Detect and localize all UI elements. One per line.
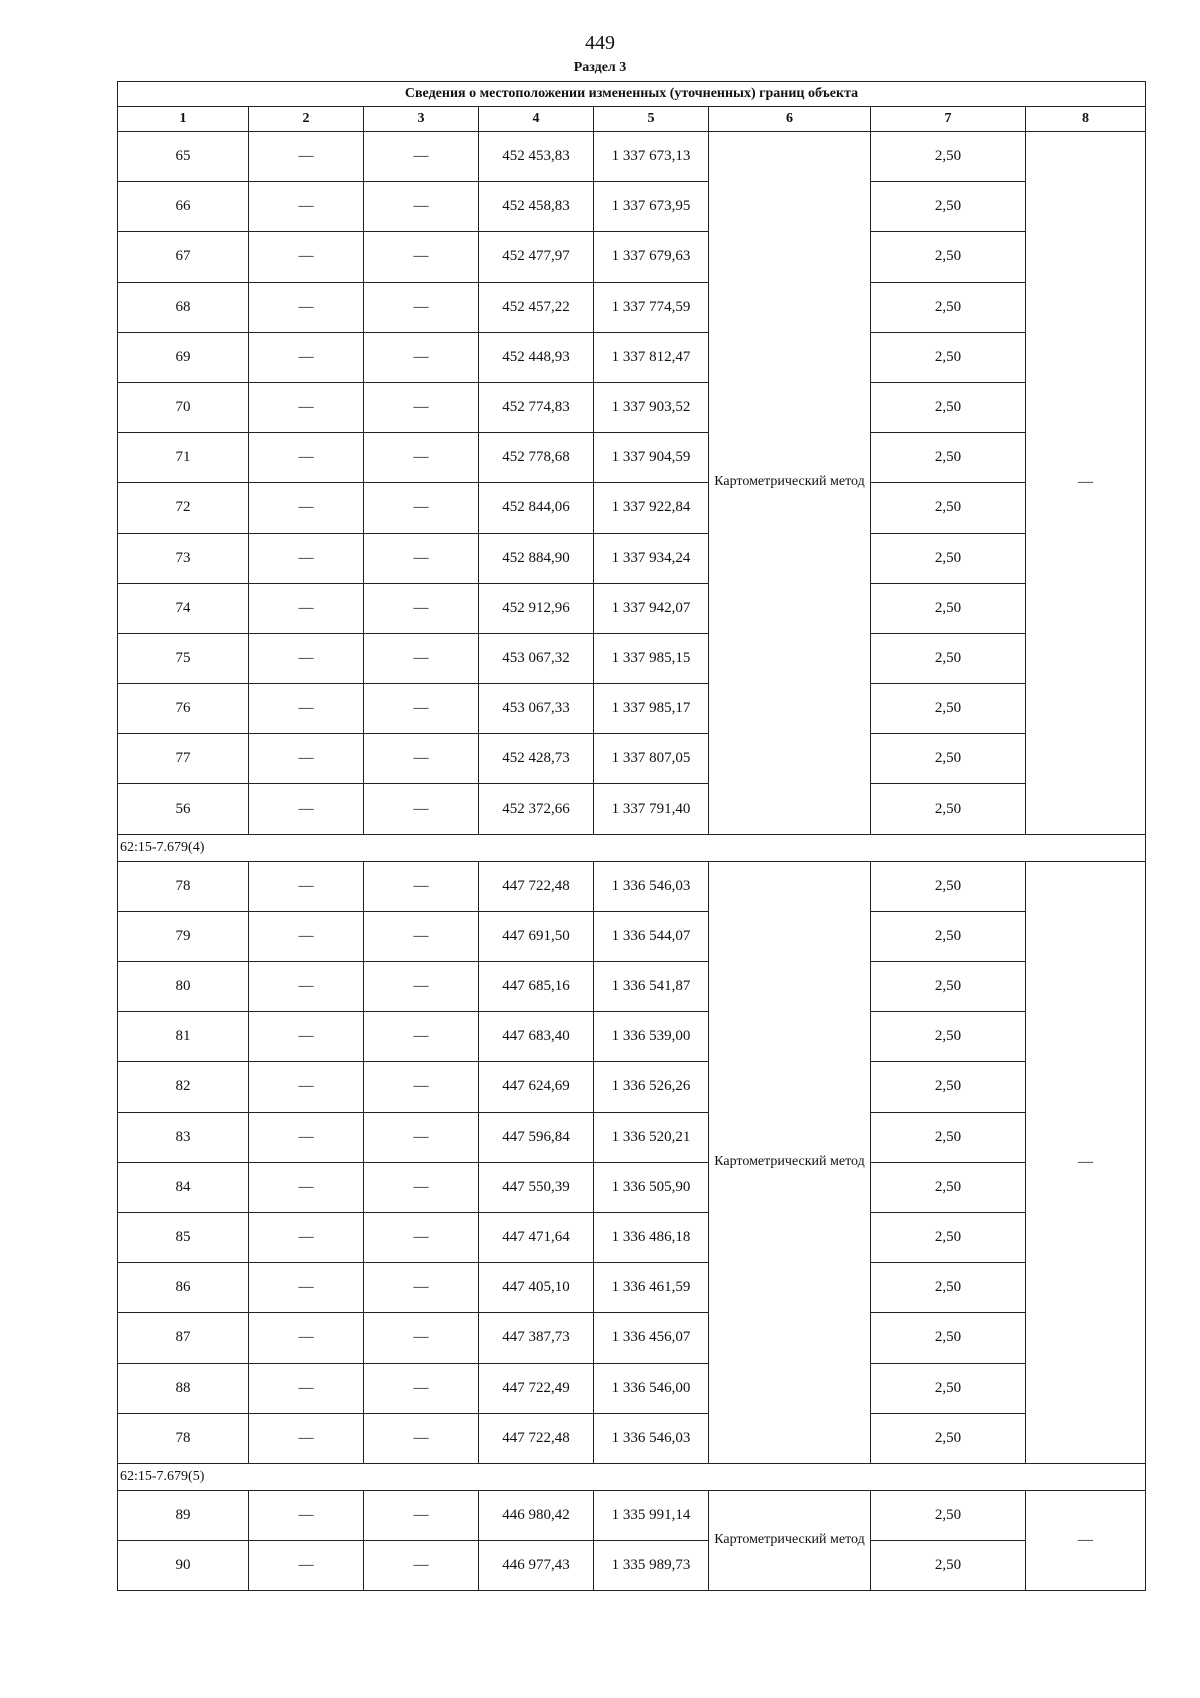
table-row	[118, 182, 1146, 232]
point-number: 84	[118, 1162, 249, 1212]
col2-value: —	[249, 1112, 364, 1162]
coordinate-x: 447 596,84	[479, 1112, 594, 1162]
col3-value: —	[364, 332, 479, 382]
accuracy-value: 2,50	[871, 1363, 1026, 1413]
column-header: 7	[871, 107, 1026, 132]
column-header: 3	[364, 107, 479, 132]
coordinate-y: 1 337 922,84	[594, 483, 709, 533]
coordinate-x: 452 372,66	[479, 784, 594, 834]
point-number: 87	[118, 1313, 249, 1363]
table-row	[118, 861, 1146, 911]
accuracy-value: 2,50	[871, 1263, 1026, 1313]
point-number: 85	[118, 1212, 249, 1262]
accuracy-value: 2,50	[871, 784, 1026, 834]
coordinate-y: 1 337 903,52	[594, 382, 709, 432]
point-number: 65	[118, 132, 249, 182]
coordinate-x: 452 453,83	[479, 132, 594, 182]
col3-value: —	[364, 1062, 479, 1112]
point-number: 77	[118, 734, 249, 784]
coordinate-y: 1 336 544,07	[594, 911, 709, 961]
accuracy-value: 2,50	[871, 1212, 1026, 1262]
table-row	[118, 132, 1146, 182]
table-row	[118, 1062, 1146, 1112]
col2-value: —	[249, 483, 364, 533]
accuracy-value: 2,50	[871, 734, 1026, 784]
accuracy-value: 2,50	[871, 433, 1026, 483]
coordinate-x: 447 405,10	[479, 1263, 594, 1313]
col2-value: —	[249, 533, 364, 583]
col3-value: —	[364, 1162, 479, 1212]
col3-value: —	[364, 861, 479, 911]
col3-value: —	[364, 182, 479, 232]
table-row	[118, 1413, 1146, 1463]
col8-value: —	[1026, 1490, 1146, 1590]
coordinate-y: 1 336 546,00	[594, 1363, 709, 1413]
col3-value: —	[364, 1212, 479, 1262]
coordinate-y: 1 336 486,18	[594, 1212, 709, 1262]
page-number: 449	[585, 32, 615, 54]
col2-value: —	[249, 1062, 364, 1112]
col2-value: —	[249, 1012, 364, 1062]
table-row	[118, 1012, 1146, 1062]
col2-value: —	[249, 332, 364, 382]
table-row	[118, 1212, 1146, 1262]
table-row	[118, 962, 1146, 1012]
col2-value: —	[249, 232, 364, 282]
accuracy-value: 2,50	[871, 332, 1026, 382]
coordinate-x: 447 471,64	[479, 1212, 594, 1262]
coordinate-y: 1 337 679,63	[594, 232, 709, 282]
coordinate-x: 452 778,68	[479, 433, 594, 483]
col2-value: —	[249, 1313, 364, 1363]
point-number: 67	[118, 232, 249, 282]
col2-value: —	[249, 784, 364, 834]
table-row	[118, 784, 1146, 834]
coordinate-y: 1 336 456,07	[594, 1313, 709, 1363]
point-number: 78	[118, 861, 249, 911]
accuracy-value: 2,50	[871, 1490, 1026, 1540]
table-row	[118, 1541, 1146, 1591]
point-number: 72	[118, 483, 249, 533]
column-header: 6	[709, 107, 871, 132]
col2-value: —	[249, 1162, 364, 1212]
parcel-group-row	[118, 834, 1146, 861]
coordinate-x: 447 722,48	[479, 1413, 594, 1463]
table-row	[118, 1313, 1146, 1363]
col2-value: —	[249, 583, 364, 633]
table-row	[118, 332, 1146, 382]
accuracy-value: 2,50	[871, 1012, 1026, 1062]
coordinate-y: 1 337 673,95	[594, 182, 709, 232]
point-number: 89	[118, 1490, 249, 1540]
coordinate-y: 1 337 774,59	[594, 282, 709, 332]
col2-value: —	[249, 633, 364, 683]
method-cell: Картометрический метод	[709, 861, 871, 1463]
col2-value: —	[249, 1263, 364, 1313]
col2-value: —	[249, 382, 364, 432]
point-number: 88	[118, 1363, 249, 1413]
point-number: 90	[118, 1541, 249, 1591]
point-number: 86	[118, 1263, 249, 1313]
col3-value: —	[364, 433, 479, 483]
coordinate-y: 1 337 985,15	[594, 633, 709, 683]
column-header: 4	[479, 107, 594, 132]
accuracy-value: 2,50	[871, 583, 1026, 633]
coordinate-x: 453 067,33	[479, 684, 594, 734]
col3-value: —	[364, 962, 479, 1012]
accuracy-value: 2,50	[871, 1162, 1026, 1212]
section-title: Раздел 3	[573, 60, 627, 75]
col3-value: —	[364, 282, 479, 332]
point-number: 56	[118, 784, 249, 834]
table-row	[118, 1490, 1146, 1540]
accuracy-value: 2,50	[871, 962, 1026, 1012]
point-number: 82	[118, 1062, 249, 1112]
accuracy-value: 2,50	[871, 1062, 1026, 1112]
point-number: 76	[118, 684, 249, 734]
method-cell: Картометрический метод	[709, 132, 871, 835]
col8-value: —	[1026, 861, 1146, 1463]
col3-value: —	[364, 1313, 479, 1363]
boundary-coordinates-table	[117, 81, 1146, 1591]
col3-value: —	[364, 684, 479, 734]
col2-value: —	[249, 962, 364, 1012]
col2-value: —	[249, 911, 364, 961]
accuracy-value: 2,50	[871, 182, 1026, 232]
col3-value: —	[364, 734, 479, 784]
col2-value: —	[249, 1363, 364, 1413]
accuracy-value: 2,50	[871, 633, 1026, 683]
point-number: 70	[118, 382, 249, 432]
col3-value: —	[364, 1263, 479, 1313]
coordinate-x: 447 683,40	[479, 1012, 594, 1062]
coordinate-y: 1 335 989,73	[594, 1541, 709, 1591]
col3-value: —	[364, 1541, 479, 1591]
table-row	[118, 483, 1146, 533]
point-number: 74	[118, 583, 249, 633]
point-number: 69	[118, 332, 249, 382]
col2-value: —	[249, 182, 364, 232]
point-number: 79	[118, 911, 249, 961]
accuracy-value: 2,50	[871, 132, 1026, 182]
coordinate-x: 452 774,83	[479, 382, 594, 432]
col3-value: —	[364, 232, 479, 282]
accuracy-value: 2,50	[871, 382, 1026, 432]
coordinate-y: 1 336 541,87	[594, 962, 709, 1012]
col2-value: —	[249, 1541, 364, 1591]
table-row	[118, 1162, 1146, 1212]
coordinate-x: 452 458,83	[479, 182, 594, 232]
table-row	[118, 282, 1146, 332]
col3-value: —	[364, 483, 479, 533]
header-row	[118, 107, 1146, 132]
table-row	[118, 684, 1146, 734]
point-number: 80	[118, 962, 249, 1012]
col3-value: —	[364, 132, 479, 182]
coordinate-y: 1 336 546,03	[594, 861, 709, 911]
point-number: 66	[118, 182, 249, 232]
accuracy-value: 2,50	[871, 911, 1026, 961]
coordinate-y: 1 336 461,59	[594, 1263, 709, 1313]
point-number: 78	[118, 1413, 249, 1463]
coordinate-y: 1 337 904,59	[594, 433, 709, 483]
accuracy-value: 2,50	[871, 483, 1026, 533]
coordinate-y: 1 336 539,00	[594, 1012, 709, 1062]
col3-value: —	[364, 1012, 479, 1062]
coordinate-x: 446 980,42	[479, 1490, 594, 1540]
coordinate-y: 1 337 934,24	[594, 533, 709, 583]
col8-value: —	[1026, 132, 1146, 835]
coordinate-y: 1 337 985,17	[594, 684, 709, 734]
coordinate-y: 1 337 807,05	[594, 734, 709, 784]
col3-value: —	[364, 583, 479, 633]
table-row	[118, 533, 1146, 583]
table-row	[118, 382, 1146, 432]
accuracy-value: 2,50	[871, 1313, 1026, 1363]
coordinate-x: 447 624,69	[479, 1062, 594, 1112]
coordinate-y: 1 335 991,14	[594, 1490, 709, 1540]
coordinate-y: 1 336 505,90	[594, 1162, 709, 1212]
col3-value: —	[364, 1112, 479, 1162]
col2-value: —	[249, 282, 364, 332]
col3-value: —	[364, 784, 479, 834]
coordinate-y: 1 336 546,03	[594, 1413, 709, 1463]
coordinate-x: 447 685,16	[479, 962, 594, 1012]
column-header: 5	[594, 107, 709, 132]
coordinate-x: 447 387,73	[479, 1313, 594, 1363]
col2-value: —	[249, 1413, 364, 1463]
column-header: 2	[249, 107, 364, 132]
accuracy-value: 2,50	[871, 861, 1026, 911]
col3-value: —	[364, 1413, 479, 1463]
col2-value: —	[249, 1490, 364, 1540]
accuracy-value: 2,50	[871, 1541, 1026, 1591]
col3-value: —	[364, 1490, 479, 1540]
table-row	[118, 734, 1146, 784]
point-number: 81	[118, 1012, 249, 1062]
column-header: 1	[118, 107, 249, 132]
col3-value: —	[364, 633, 479, 683]
point-number: 83	[118, 1112, 249, 1162]
coordinate-y: 1 336 520,21	[594, 1112, 709, 1162]
col2-value: —	[249, 1212, 364, 1262]
point-number: 68	[118, 282, 249, 332]
col3-value: —	[364, 911, 479, 961]
point-number: 73	[118, 533, 249, 583]
col2-value: —	[249, 861, 364, 911]
accuracy-value: 2,50	[871, 684, 1026, 734]
accuracy-value: 2,50	[871, 1413, 1026, 1463]
coordinate-x: 452 884,90	[479, 533, 594, 583]
point-number: 71	[118, 433, 249, 483]
table-row	[118, 1112, 1146, 1162]
table-row	[118, 433, 1146, 483]
accuracy-value: 2,50	[871, 232, 1026, 282]
coordinate-x: 453 067,32	[479, 633, 594, 683]
table-row	[118, 232, 1146, 282]
table-row	[118, 1263, 1146, 1313]
coordinate-x: 452 477,97	[479, 232, 594, 282]
table-row	[118, 911, 1146, 961]
table-row	[118, 583, 1146, 633]
method-cell: Картометрический метод	[709, 1490, 871, 1590]
parcel-label: 62:15-7.679(4)	[118, 834, 1146, 861]
coordinate-x: 447 691,50	[479, 911, 594, 961]
accuracy-value: 2,50	[871, 1112, 1026, 1162]
col3-value: —	[364, 533, 479, 583]
col2-value: —	[249, 132, 364, 182]
col3-value: —	[364, 1363, 479, 1413]
parcel-label: 62:15-7.679(5)	[118, 1463, 1146, 1490]
coordinate-y: 1 337 812,47	[594, 332, 709, 382]
coordinate-x: 452 428,73	[479, 734, 594, 784]
coordinate-y: 1 337 673,13	[594, 132, 709, 182]
accuracy-value: 2,50	[871, 533, 1026, 583]
coordinate-x: 452 912,96	[479, 583, 594, 633]
coordinate-x: 446 977,43	[479, 1541, 594, 1591]
point-number: 75	[118, 633, 249, 683]
col2-value: —	[249, 684, 364, 734]
coordinate-y: 1 337 942,07	[594, 583, 709, 633]
column-header: 8	[1026, 107, 1146, 132]
coordinate-x: 452 448,93	[479, 332, 594, 382]
col2-value: —	[249, 734, 364, 784]
table-row	[118, 633, 1146, 683]
col2-value: —	[249, 433, 364, 483]
table-caption: Сведения о местоположении измененных (уточненных) границ объекта	[118, 82, 1146, 107]
table-row	[118, 1363, 1146, 1413]
accuracy-value: 2,50	[871, 282, 1026, 332]
coordinate-x: 447 722,48	[479, 861, 594, 911]
coordinate-x: 452 457,22	[479, 282, 594, 332]
coordinate-x: 447 722,49	[479, 1363, 594, 1413]
parcel-group-row	[118, 1463, 1146, 1490]
coordinate-y: 1 337 791,40	[594, 784, 709, 834]
coordinate-x: 447 550,39	[479, 1162, 594, 1212]
coordinate-x: 452 844,06	[479, 483, 594, 533]
col3-value: —	[364, 382, 479, 432]
coordinate-y: 1 336 526,26	[594, 1062, 709, 1112]
